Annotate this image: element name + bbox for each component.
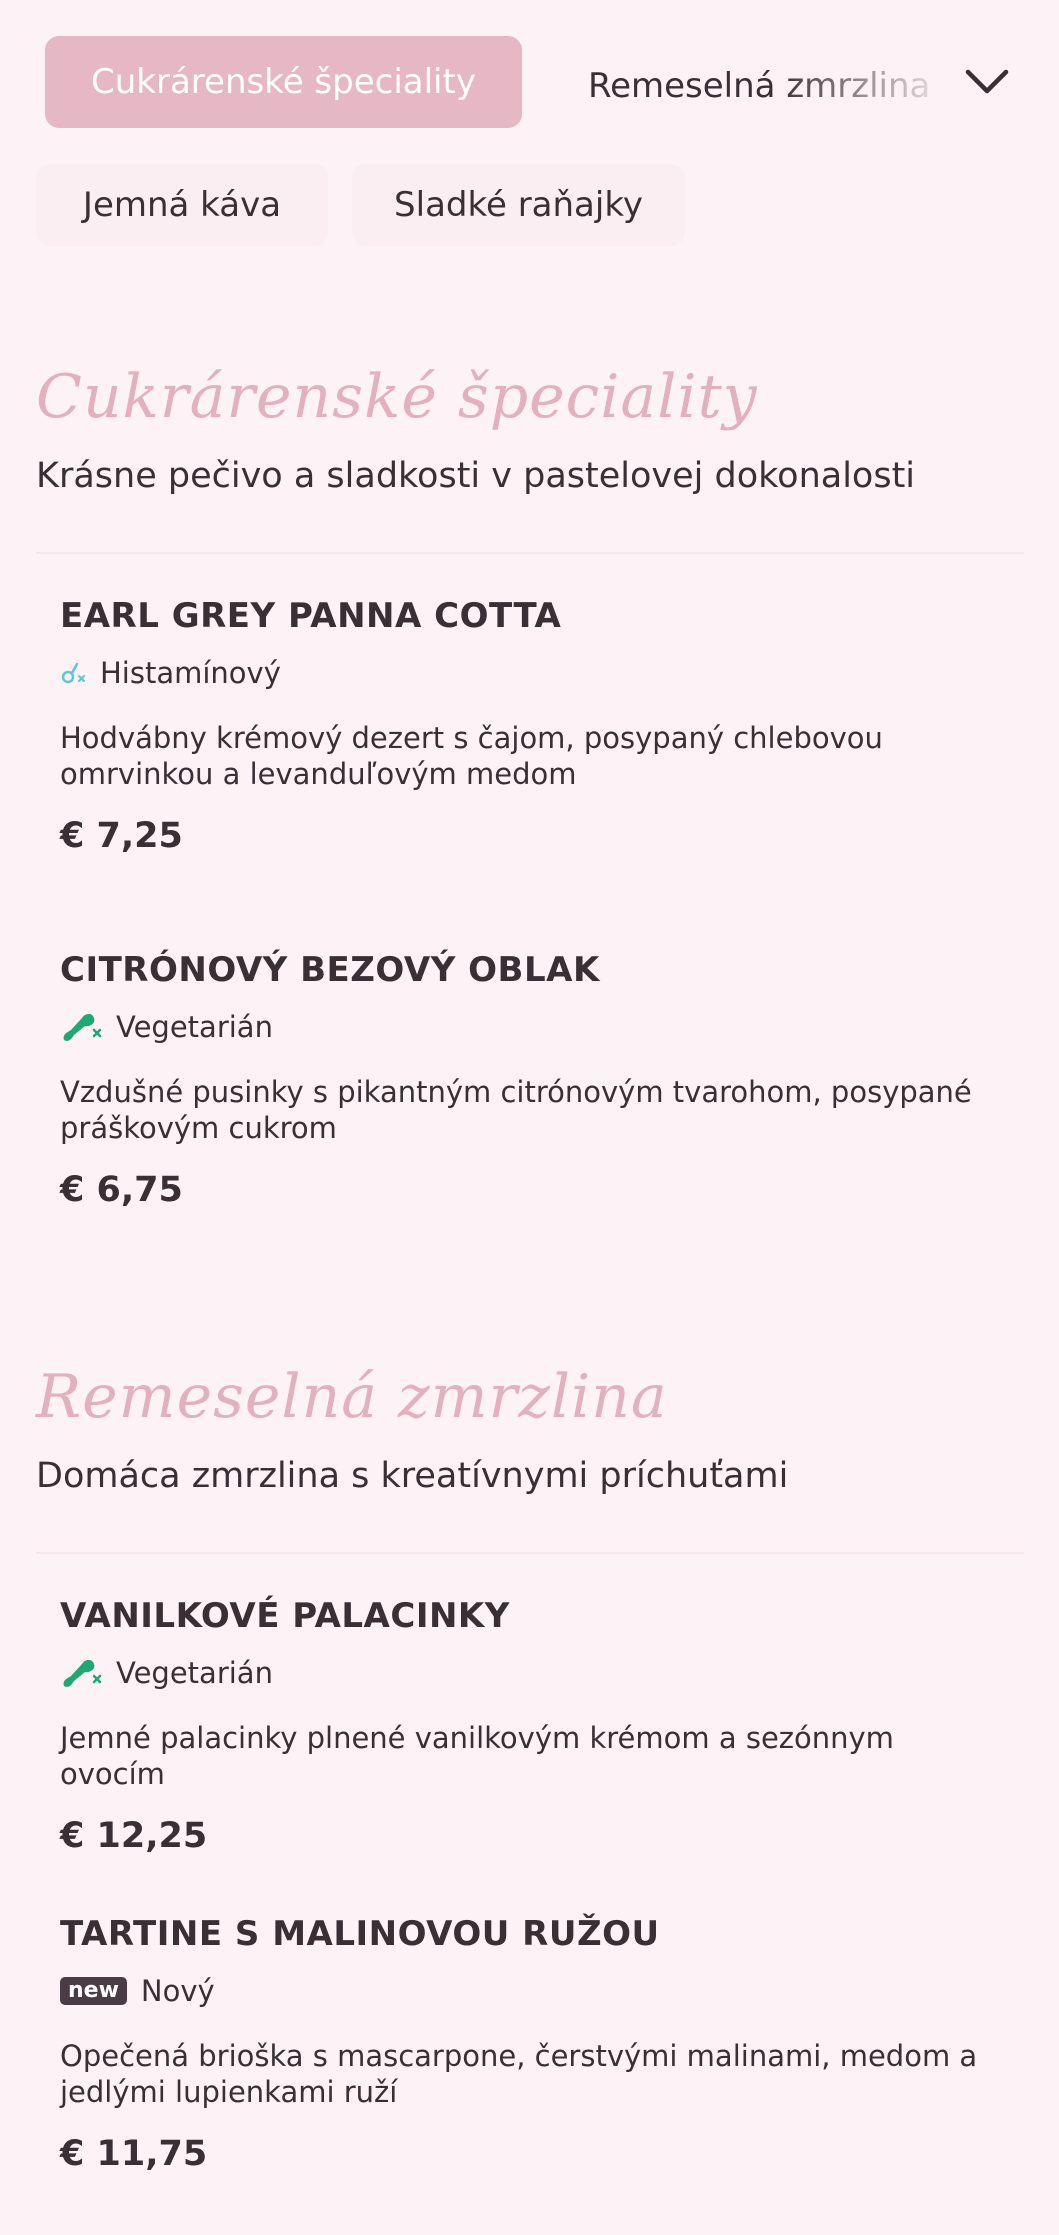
item-price: € 11,75: [60, 2134, 208, 2174]
menu-item[interactable]: [60, 1596, 1000, 1856]
item-name: VANILKOVÉ PALACINKY: [60, 1596, 510, 1636]
item-name: CITRÓNOVÝ BEZOVÝ OBLAK: [60, 950, 600, 990]
item-price: € 12,25: [60, 1816, 208, 1856]
category-tab-coffee[interactable]: [36, 164, 328, 246]
item-name: EARL GREY PANNA COTTA: [60, 596, 562, 636]
category-nav: [0, 0, 1059, 260]
item-tag: [60, 1974, 1000, 2008]
section-title: Remeselná zmrzlina: [36, 1362, 668, 1432]
no-meat-icon: [60, 1010, 102, 1044]
item-name: TARTINE S MALINOVOU RUŽOU: [60, 1914, 660, 1954]
menu-item[interactable]: [60, 950, 1000, 1210]
category-tab-label: Remeselná zmrzlina: [588, 66, 931, 106]
category-tab-label: Cukrárenské špeciality: [91, 62, 476, 102]
item-tag: [60, 1010, 1000, 1044]
section-divider: [36, 1552, 1024, 1554]
category-tab-ice-cream[interactable]: [556, 40, 936, 132]
histamine-icon: [60, 660, 86, 686]
item-price: € 7,25: [60, 816, 183, 856]
item-tag-label: Nový: [140, 1974, 215, 2008]
section-subtitle: Krásne pečivo a sladkosti v pastelovej dokonalosti: [36, 456, 916, 496]
chevron-down-icon[interactable]: [962, 60, 1012, 104]
section-title: Cukrárenské špeciality: [36, 362, 758, 432]
item-description: Vzdušné pusinky s pikantným citrónovým tvarohom, posypané práškovým cukrom: [60, 1075, 972, 1145]
category-tab-label: Jemná káva: [82, 185, 282, 225]
section-divider: [36, 552, 1024, 554]
item-tag: [60, 1656, 1000, 1690]
no-meat-icon: [60, 1656, 102, 1690]
item-tag-label: Vegetarián: [116, 1010, 273, 1044]
category-tab-breakfast[interactable]: [352, 164, 685, 246]
item-tag-label: Histamínový: [100, 656, 281, 690]
category-tab-pastry[interactable]: [45, 36, 522, 128]
item-tag-label: Vegetarián: [116, 1656, 273, 1690]
item-tag: [60, 656, 1000, 690]
menu-item[interactable]: [60, 1914, 1000, 2174]
item-description: Opečená brioška s mascarpone, čerstvými malinami, medom a jedlými lupienkami ruží: [60, 2039, 978, 2109]
item-description: Hodvábny krémový dezert s čajom, posypaný chlebovou omrvinkou a levanduľovým medom: [60, 721, 883, 791]
category-tab-label: Sladké raňajky: [394, 185, 643, 225]
new-badge: new: [60, 1977, 127, 2005]
menu-item[interactable]: [60, 596, 1000, 856]
item-price: € 6,75: [60, 1170, 183, 1210]
item-description: Jemné palacinky plnené vanilkovým krémom a sezónnym ovocím: [60, 1721, 894, 1791]
section-subtitle: Domáca zmrzlina s kreatívnymi príchuťami: [36, 1456, 789, 1496]
